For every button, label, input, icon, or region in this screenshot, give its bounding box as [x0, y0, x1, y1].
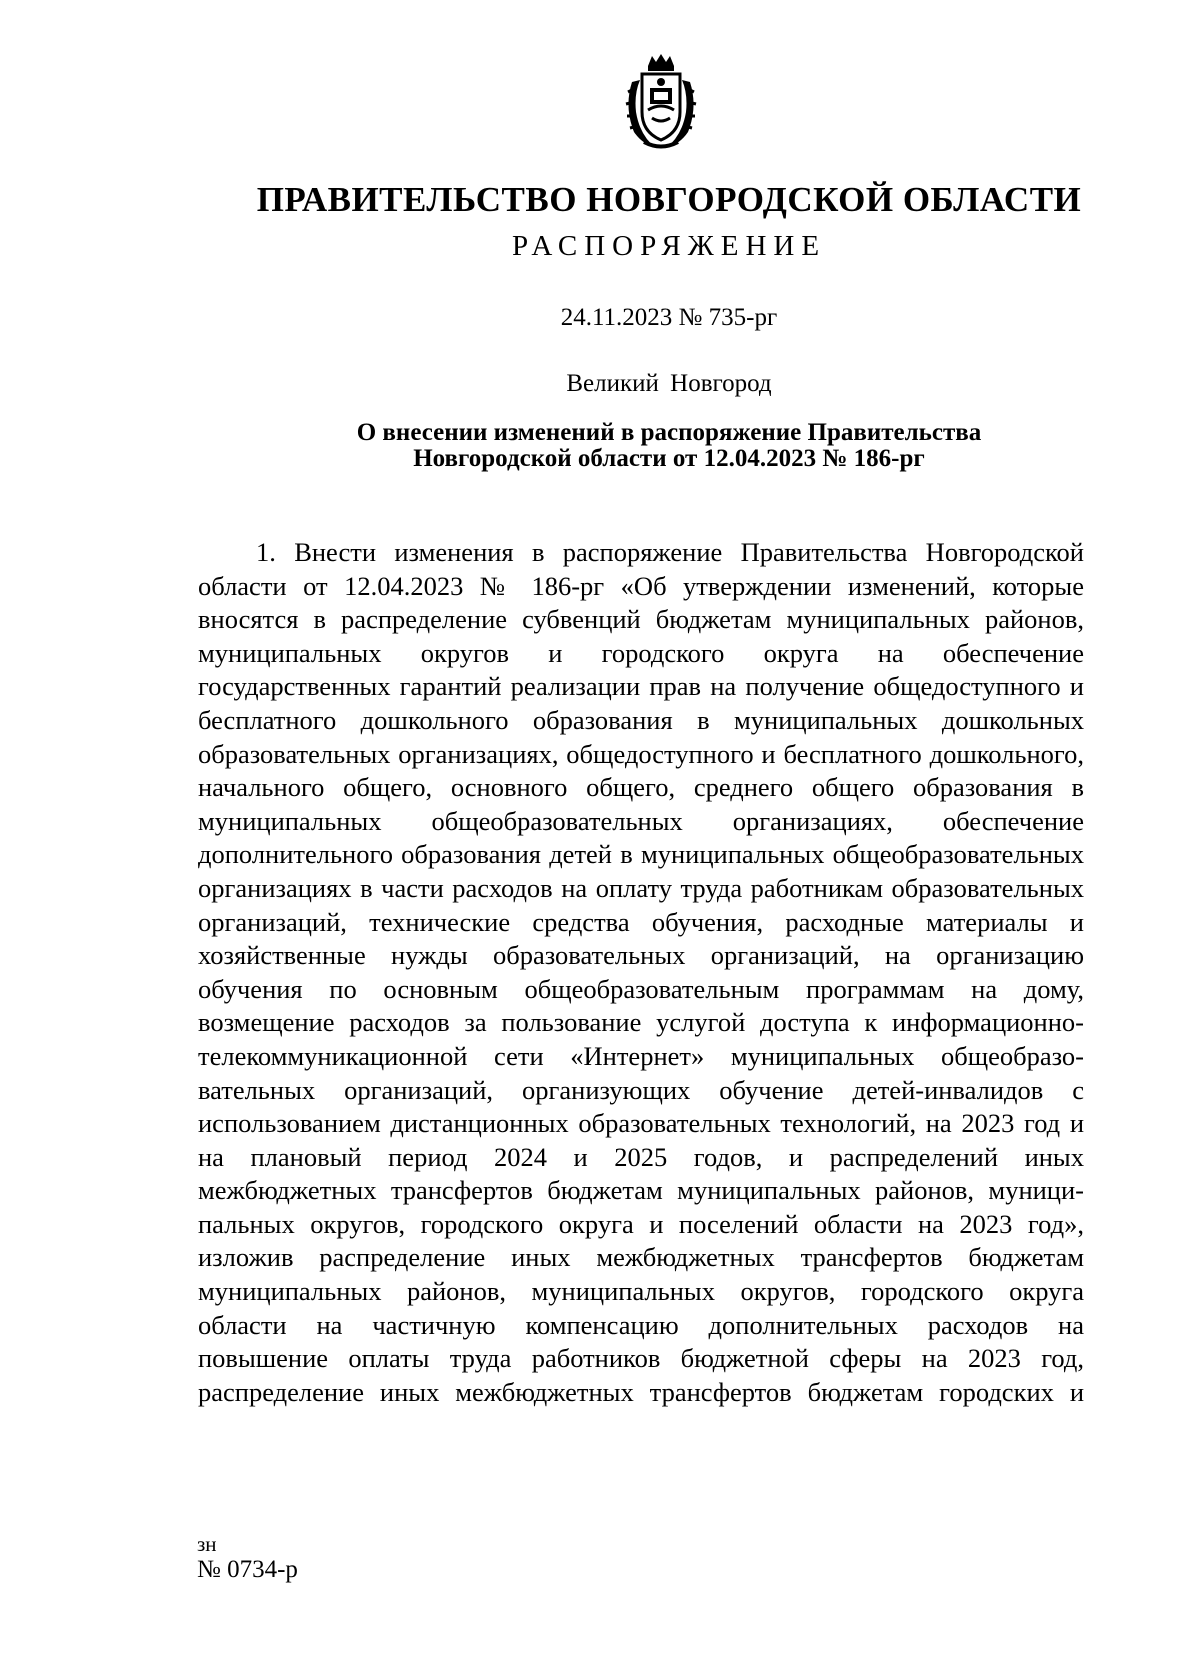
body-line: хозяйственные нужды образовательных организаций, на организацию	[198, 940, 1084, 971]
subject-line: О внесении изменений в распоряжение Правительства	[356, 419, 982, 446]
body-line: на плановый период 2024 и 2025 годов, и распределений иных	[198, 1141, 1084, 1172]
body-line: организаций, технические средства обучения, расходные материалы и	[198, 906, 1084, 937]
body-line: пальных округов, городского округа и поселений области на 2023 год»,	[198, 1208, 1084, 1239]
body-line: начального общего, основного общего, среднего общего образования в	[198, 772, 1084, 803]
document-subject	[0, 420, 1200, 472]
body-line: возмещение расходов за пользование услугой доступа к информационно-	[198, 1007, 1084, 1038]
body-line: муниципальных округов и городского округа на обеспечение	[198, 637, 1084, 668]
body-line: бесплатного дошкольного образования в муниципальных дошкольных	[198, 704, 1084, 735]
subject-line: Новгородской области от 12.04.2023 № 186-рг	[413, 445, 925, 472]
body-line: обучения по основным общеобразовательным программам на дому,	[198, 973, 1084, 1004]
body-line: муниципальных общеобразовательных организациях, обеспечение	[198, 805, 1084, 836]
body-line: телекоммуникационной сети «Интернет» муниципальных общеобразо-	[198, 1040, 1084, 1071]
body-line: государственных гарантий реализации прав на получение общедоступного и	[198, 671, 1084, 702]
body-line: повышение оплаты труда работников бюджетной сферы на 2023 год,	[198, 1343, 1084, 1374]
body-line: дополнительного образования детей в муниципальных общеобразовательных	[198, 839, 1084, 870]
document-body	[198, 536, 1084, 1409]
document-type: РАСПОРЯЖЕНИЕ	[511, 230, 827, 262]
body-line: области от 12.04.2023 № 186-рг «Об утверждении изменений, которые	[198, 570, 1084, 601]
body-line: образовательных организациях, общедоступного и бесплатного дошкольного,	[198, 738, 1084, 769]
body-line: организациях в части расходов на оплату труда работникам образовательных	[198, 872, 1084, 903]
body-line: использованием дистанционных образовательных технологий, на 2023 год и	[198, 1108, 1084, 1139]
body-line: изложив распределение иных межбюджетных трансфертов бюджетам	[198, 1242, 1084, 1273]
footer-code: зн	[197, 1532, 217, 1556]
document-city: Великий Новгород	[566, 370, 772, 397]
body-line: межбюджетных трансфертов бюджетам муниципальных районов, муници-	[198, 1175, 1084, 1206]
coat-of-arms-emblem	[622, 52, 700, 152]
document-number: 24.11.2023 № 735-рг	[560, 304, 778, 331]
body-line: распределение иных межбюджетных трансфертов бюджетам городских и	[198, 1376, 1084, 1407]
body-line: вносятся в распределение субвенций бюджетам муниципальных районов,	[198, 604, 1084, 635]
body-line: 1. Внести изменения в распоряжение Правительства Новгородской	[256, 537, 1084, 567]
body-line: вательных организаций, организующих обучение детей-инвалидов с	[198, 1074, 1084, 1105]
body-line: области на частичную компенсацию дополнительных расходов на	[198, 1309, 1084, 1340]
body-line: муниципальных районов, муниципальных округов, городского округа	[198, 1276, 1084, 1307]
footer-number: № 0734-р	[197, 1556, 298, 1583]
government-title: ПРАВИТЕЛЬСТВО НОВГОРОДСКОЙ ОБЛАСТИ	[256, 180, 1082, 219]
